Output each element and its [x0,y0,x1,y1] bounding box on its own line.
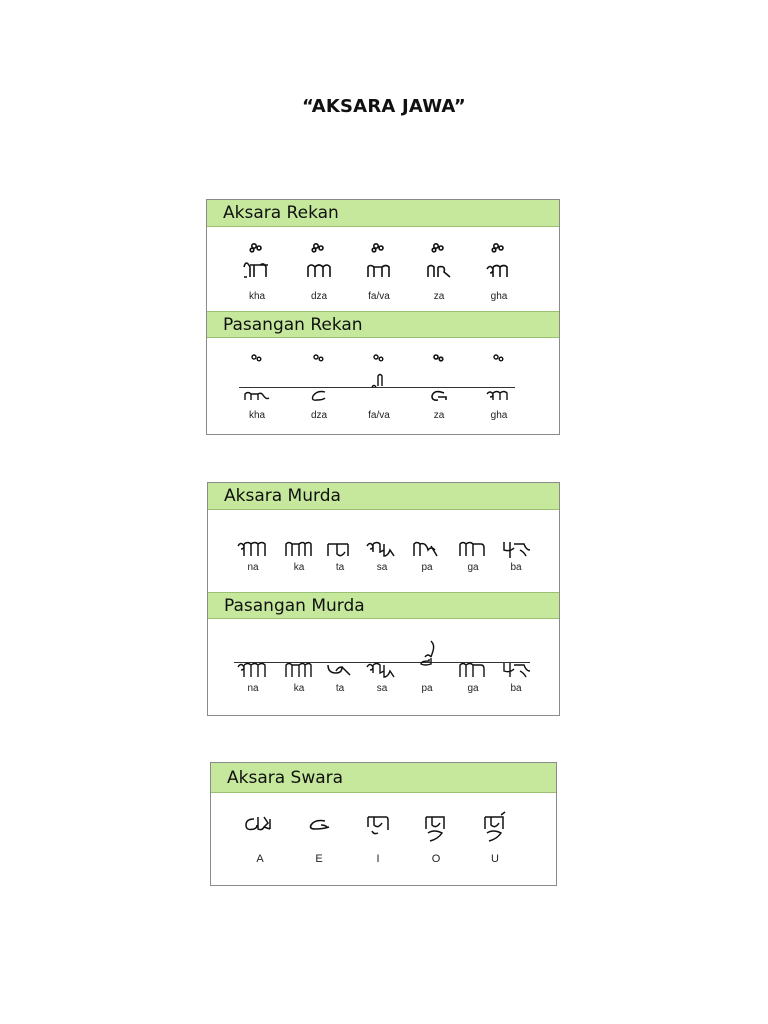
pasangan-murda-label: na [247,683,259,694]
pasangan-rekan-label: za [433,410,445,421]
pasangan-rekan-label: dza [310,410,328,421]
pasangan-rekan-cell-dza [291,352,347,422]
javanese-pasangan-murda-na-glyph [235,635,271,683]
pasangan-murda-label: pa [421,683,433,694]
aksara-rekan-heading: Aksara Rekan [207,200,559,227]
pasangan-rekan-label: kha [248,410,266,421]
murda-label: ta [335,562,345,573]
rekan-cell-dza [291,241,347,303]
rekan-label: za [433,291,445,302]
javanese-pasangan-murda-ga-glyph [455,635,491,683]
javanese-pasangan-murda-ba-glyph [498,635,534,683]
javanese-za-glyph [422,241,456,291]
murda-label: pa [421,562,433,573]
javanese-gha-glyph [482,241,516,291]
aksara-swara-table [210,762,557,886]
javanese-fa-va-glyph [362,241,396,291]
aksara-swara-heading: Aksara Swara [211,763,556,793]
murda-cell-ba [487,538,545,574]
rekan-cell-gha [471,241,527,303]
rekan-label: gha [490,291,508,302]
aksara-murda-table [207,482,560,716]
aksara-rekan-table [206,199,560,435]
pasangan-murda-label: ka [293,683,305,694]
swara-label: O [431,853,441,865]
rekan-label: dza [310,291,328,302]
javanese-kha-glyph [240,241,274,291]
pasangan-murda-row [208,619,559,715]
swara-cell-e [294,811,344,865]
pasangan-rekan-heading: Pasangan Rekan [207,311,559,338]
javanese-pasangan-murda-sa-glyph [364,635,400,683]
pasangan-murda-label: ga [467,683,479,694]
document-title: “AKSARA JAWA” [302,96,466,117]
rekan-label: fa/va [368,291,390,302]
javanese-pasangan-za-glyph [422,352,456,410]
pasangan-rekan-cell-fa-va [351,352,407,422]
pasangan-rekan-cell-kha [229,352,285,422]
javanese-murda-ba-glyph [498,538,534,562]
aksara-murda-heading: Aksara Murda [208,483,559,510]
pasangan-rekan-cell-gha [471,352,527,422]
javanese-swara-e-glyph [301,811,337,849]
murda-label: na [247,562,259,573]
javanese-pasangan-murda-pa-glyph [409,635,445,683]
murda-label: ga [467,562,479,573]
javanese-pasangan-gha-glyph [482,352,516,410]
javanese-swara-u-glyph [477,811,513,849]
swara-cell-o [411,811,461,865]
pasangan-murda-label: sa [376,683,388,694]
javanese-swara-o-glyph [418,811,454,849]
javanese-pasangan-dza-glyph [302,352,336,410]
javanese-murda-sa-glyph [364,538,400,562]
pasangan-rekan-label: gha [490,410,508,421]
swara-label: I [376,853,380,865]
swara-label: A [256,853,264,865]
pasangan-murda-label: ba [510,683,522,694]
aksara-murda-row [208,510,559,592]
swara-cell-a [235,811,285,865]
pasangan-rekan-cell-za [411,352,467,422]
javanese-murda-pa-glyph [409,538,445,562]
javanese-pasangan-kha-glyph [240,352,274,410]
rekan-cell-za [411,241,467,303]
javanese-swara-a-glyph [242,811,278,849]
pasangan-rekan-row [207,338,559,434]
swara-cell-u [470,811,520,865]
swara-cell-i [353,811,403,865]
pasangan-murda-heading: Pasangan Murda [208,592,559,619]
rekan-cell-fa-va [351,241,407,303]
javanese-murda-na-glyph [235,538,271,562]
javanese-dza-glyph [302,241,336,291]
murda-label: sa [376,562,388,573]
javanese-pasangan-fa-va-glyph [362,352,396,410]
murda-label: ka [293,562,305,573]
javanese-murda-ga-glyph [455,538,491,562]
rekan-label: kha [248,291,266,302]
rekan-cell-kha [229,241,285,303]
pasangan-murda-label: ta [335,683,345,694]
murda-label: ba [510,562,522,573]
pasangan-murda-cell-ba [487,635,545,695]
javanese-swara-i-glyph [360,811,396,849]
swara-label: E [315,853,323,865]
pasangan-rekan-label: fa/va [368,410,390,421]
aksara-swara-row [211,793,556,885]
swara-label: U [491,853,499,865]
aksara-rekan-row [207,227,559,311]
